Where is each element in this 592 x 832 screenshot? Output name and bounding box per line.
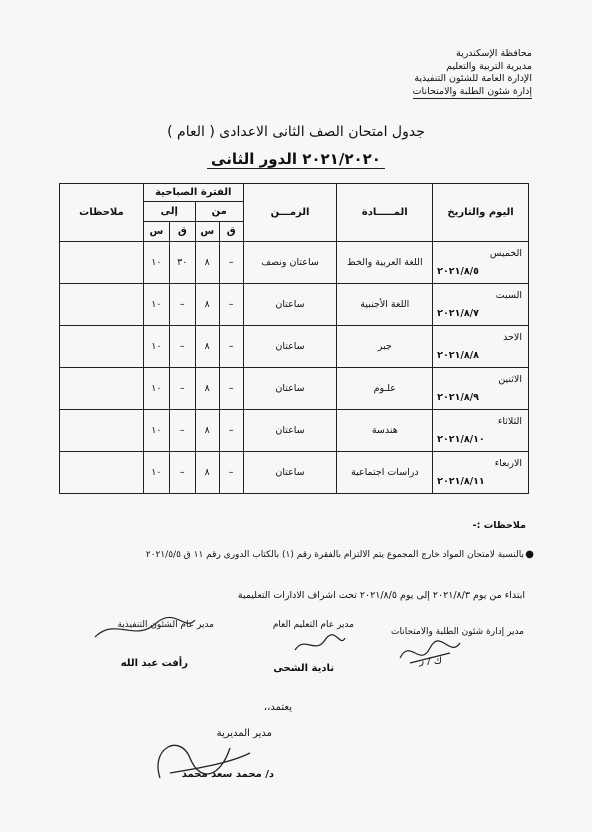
header-from-s: س	[195, 222, 219, 242]
cell-day-date	[433, 452, 529, 494]
signature-name-general-edu: نادية الشحى	[273, 663, 334, 674]
cell-from-s: ٨	[195, 326, 219, 368]
signature-scribble-exec-affairs	[90, 612, 200, 652]
signature-role-exec-affairs: مدير عام الشئون التنفيذية	[117, 620, 214, 630]
page-title: جدول امتحان الصف الثانى الاعدادى ( العام )	[167, 124, 425, 140]
cell-day-date	[433, 368, 529, 410]
cell-to-q: –	[169, 410, 195, 452]
cell-day-date	[433, 284, 529, 326]
cell-day: الخميس	[489, 247, 522, 259]
signature-name-students: ك / ر	[419, 656, 442, 667]
table-row	[60, 452, 529, 494]
header-day-date: اليوم والتاريخ	[433, 184, 529, 242]
cell-subject: اللغة الأجنبية	[337, 284, 433, 326]
table-row	[60, 368, 529, 410]
cell-to-s: ١٠	[143, 284, 169, 326]
signature-scribble-general-edu	[290, 630, 350, 660]
cell-day: الاثنين	[498, 373, 522, 385]
cell-duration: ساعتان ونصف	[243, 242, 337, 284]
cell-to-s: ١٠	[143, 410, 169, 452]
signature-name-director: د/ محمد سعد محمد	[181, 769, 274, 780]
cell-duration: ساعتان	[243, 410, 337, 452]
approval-label: يعتمد،،	[263, 702, 292, 713]
cell-notes	[60, 452, 144, 494]
table-row	[60, 242, 529, 284]
cell-from-s: ٨	[195, 284, 219, 326]
cell-from-s: ٨	[195, 368, 219, 410]
cell-duration: ساعتان	[243, 368, 337, 410]
cell-date: ٢٠٢١/٨/٩	[437, 391, 479, 403]
cell-day-date	[433, 410, 529, 452]
header-subject: المـــــادة	[337, 184, 433, 242]
cell-day: الاحد	[503, 331, 522, 343]
header-from: من	[195, 202, 243, 222]
signature-name-exec-affairs: رأفت عبد الله	[120, 658, 188, 669]
cell-duration: ساعتان	[243, 452, 337, 494]
header-to-q: ق	[169, 222, 195, 242]
page-subtitle	[0, 150, 592, 168]
cell-from-q: –	[219, 284, 243, 326]
cell-subject: دراسات اجتماعية	[337, 452, 433, 494]
header-from-q: ق	[219, 222, 243, 242]
cell-from-q: –	[219, 368, 243, 410]
subtitle-text: ٢٠٢١/٢٠٢٠ الدور الثانى	[207, 150, 385, 169]
notes-label: ملاحظات :-	[472, 520, 526, 531]
header-period: الفترة الصباحية	[143, 184, 243, 202]
note-text: بالنسبة لامتحان المواد خارج المجموع يتم الالتزام بالفقرة رقم (١) بالكتاب الدورى رقم ١١ ق ٢٠٢١/٥/٥	[145, 550, 524, 560]
cell-date: ٢٠٢١/٨/٥	[437, 265, 479, 277]
signature-scribble-students	[390, 628, 470, 678]
cell-day-date	[433, 326, 529, 368]
cell-duration: ساعتان	[243, 284, 337, 326]
cell-notes	[60, 410, 144, 452]
cell-notes	[60, 242, 144, 284]
cell-to-s: ١٠	[143, 452, 169, 494]
cell-from-q: –	[219, 452, 243, 494]
cell-to-q: –	[169, 326, 195, 368]
header-to: إلى	[143, 202, 195, 222]
cell-day: السبت	[495, 289, 522, 301]
letterhead-line: مديرية التربية والتعليم	[446, 60, 532, 72]
cell-from-s: ٨	[195, 242, 219, 284]
cell-from-s: ٨	[195, 452, 219, 494]
note-bullet	[74, 549, 534, 561]
cell-date: ٢٠٢١/٨/٨	[437, 349, 479, 361]
cell-day: الثلاثاء	[497, 415, 522, 427]
header-notes: ملاحظات	[60, 184, 144, 242]
letterhead	[362, 48, 532, 99]
cell-from-s: ٨	[195, 410, 219, 452]
cell-to-q: –	[169, 284, 195, 326]
cell-to-q: –	[169, 452, 195, 494]
cell-to-s: ١٠	[143, 368, 169, 410]
cell-day: الاربعاء	[494, 457, 522, 469]
table-row	[60, 326, 529, 368]
bullet-icon: ●	[525, 549, 534, 560]
cell-notes	[60, 326, 144, 368]
cell-day-date	[433, 242, 529, 284]
cell-notes	[60, 284, 144, 326]
table-row	[60, 410, 529, 452]
cell-subject: هندسة	[337, 410, 433, 452]
cell-subject: اللغة العربية والخط	[337, 242, 433, 284]
cell-duration: ساعتان	[243, 326, 337, 368]
letterhead-line: محافظة الإسكندرية	[455, 48, 532, 59]
letterhead-line: إدارة شئون الطلبة والامتحانات	[413, 86, 532, 100]
signature-role-students: مدير إدارة شئون الطلبة والامتحانات	[391, 627, 524, 637]
header-to-s: س	[143, 222, 169, 242]
table-row	[60, 284, 529, 326]
note-text-2: ابتداء من يوم ٢٠٢١/٨/٣ إلى يوم ٢٠٢١/٨/٥ تحت اشراف الادارات التعليمية	[237, 590, 525, 601]
cell-date: ٢٠٢١/٨/١١	[437, 475, 485, 487]
header-duration: الزمـــن	[243, 184, 337, 242]
cell-to-q: –	[169, 368, 195, 410]
signature-role-director: مدير المديرية	[216, 728, 272, 739]
cell-from-q: –	[219, 326, 243, 368]
cell-date: ٢٠٢١/٨/٧	[437, 307, 479, 319]
cell-from-q: –	[219, 410, 243, 452]
cell-subject: علـوم	[337, 368, 433, 410]
cell-to-s: ١٠	[143, 242, 169, 284]
cell-to-q: ٣٠	[169, 242, 195, 284]
cell-date: ٢٠٢١/٨/١٠	[437, 433, 485, 445]
signature-scribble-director	[140, 728, 260, 788]
cell-notes	[60, 368, 144, 410]
exam-schedule-table	[59, 183, 529, 494]
cell-subject: جبر	[337, 326, 433, 368]
letterhead-line: الإدارة العامة للشئون التنفيذية	[414, 73, 532, 84]
cell-to-s: ١٠	[143, 326, 169, 368]
cell-from-q: –	[219, 242, 243, 284]
signature-role-general-edu: مدير عام التعليم العام	[272, 620, 354, 630]
